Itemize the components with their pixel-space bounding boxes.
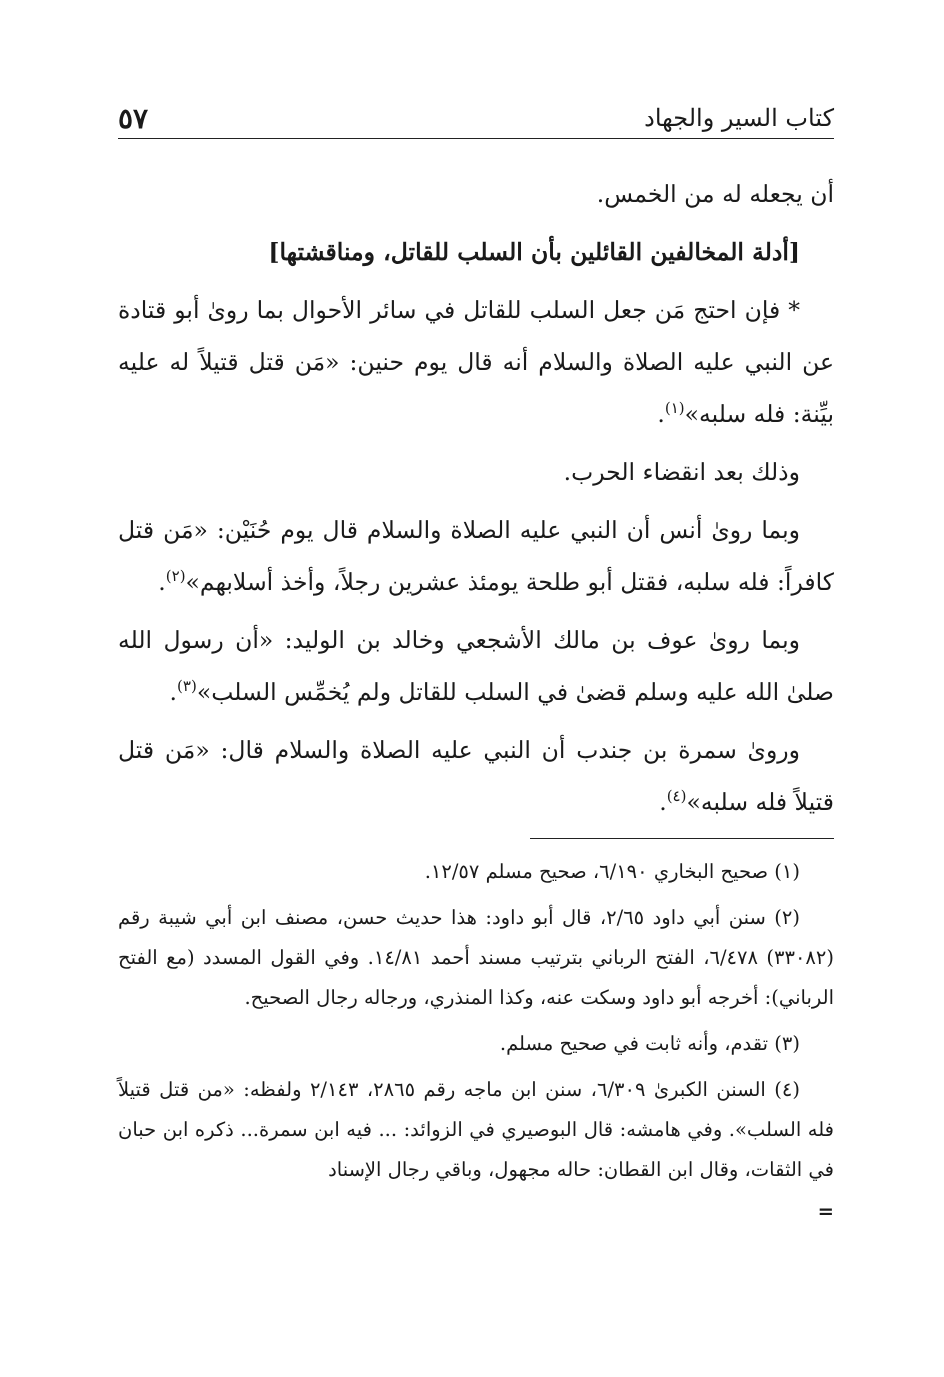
footnote-ref: (٣): [177, 677, 197, 696]
paragraph: وذلك بعد انقضاء الحرب.: [563, 458, 800, 486]
footnote-ref: (٢): [165, 567, 186, 586]
paragraph: أن يجعله له من الخمس.: [596, 180, 834, 208]
footnote: (٤) السنن الكبرىٰ ٦/٣٠٩، سنن ابن ماجه رقم ٢٨٦٥، ٢/١٤٣ ولفظه: «من قتل قتيلاً فله السلب». وفي هامشه: قال البوصيري في الزوائد: ... فيه ابن سمرة... ذكره ابن حبان في الثقات، وقال ابن القطان: حاله مجهول، وباقي رجال الإسناد: [118, 1078, 834, 1181]
section-heading: [أدلة المخالفين القائلين بأن السلب للقاتل، ومناقشتها]: [268, 238, 800, 266]
paragraph: وروىٰ سمرة بن جندب أن النبي عليه الصلاة والسلام قال: «مَن قتل قتيلاً فله سلبه»$^{(٤)}$.: [118, 736, 834, 816]
footnote: (١) صحيح البخاري ٦/١٩٠، صحيح مسلم ١٢/٥٧.: [424, 860, 800, 883]
chapter-title: كتاب السير والجهاد: [644, 104, 834, 132]
footnote: (٢) سنن أبي داود ٢/٦٥، قال أبو داود: هذا حديث حسن، مصنف ابن أبي شيبة رقم (٣٣٠٨٢) ٦/٤٧٨، الفتح الرباني بترتيب مسند أحمد ١٤/٨١. وفي القول المسدد (مع الفتح الرباني): أخرجه أبو داود وسكت عنه، وكذا المنذري، ورجاله رجال الصحيح.: [118, 906, 834, 1009]
continuation-mark: =: [817, 1200, 834, 1223]
footnote-ref: (٤): [666, 787, 687, 806]
footnote: (٣) تقدم، وأنه ثابت في صحيح مسلم.: [499, 1032, 800, 1055]
footnote-separator: [530, 838, 834, 839]
footnote-ref: (١): [664, 399, 685, 418]
running-header: [118, 98, 834, 139]
page-number: ٥٧: [118, 101, 149, 135]
main-text: [118, 168, 834, 834]
footnotes: [118, 852, 834, 1238]
paragraph: * فإن احتج مَن جعل السلب للقاتل في سائر الأحوال بما روىٰ أبو قتادة عن النبي عليه الصلاة والسلام أنه قال يوم حنين: «مَن قتل قتيلاً له عليه بيِّنة: فله سلبه»$^{(١)}$.: [118, 296, 834, 428]
paragraph: وبما روىٰ أنس أن النبي عليه الصلاة والسلام قال يوم حُنَيْن: «مَن قتل كافراً: فله سلبه، فقتل أبو طلحة يومئذ عشرين رجلاً، وأخذ أسلابهم»$^{(٢)}$.: [118, 516, 834, 596]
paragraph: وبما روىٰ عوف بن مالك الأشجعي وخالد بن الوليد: «أن رسول الله صلىٰ الله عليه وسلم قضىٰ في السلب للقاتل ولم يُخمِّس السلب»$^{(٣)}$.: [118, 626, 834, 706]
